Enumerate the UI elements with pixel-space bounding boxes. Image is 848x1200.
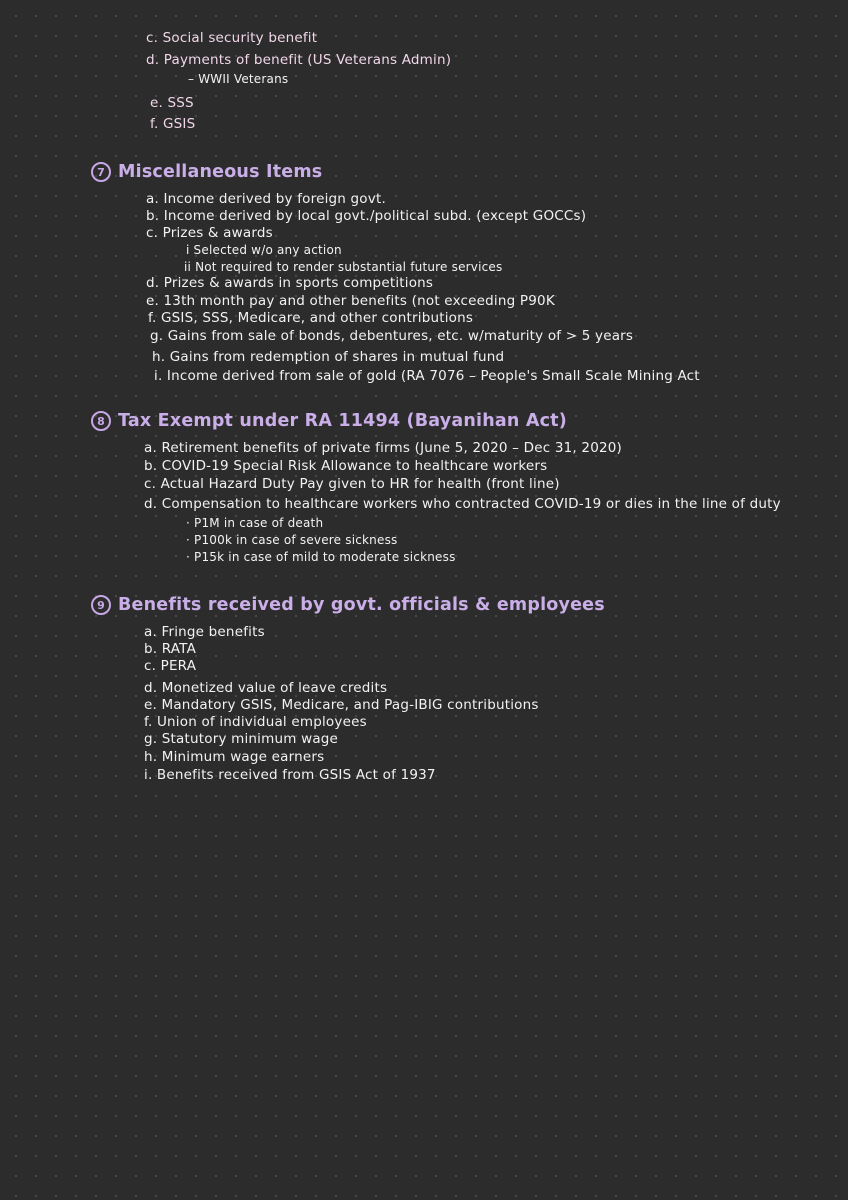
section-title: Miscellaneous Items (118, 162, 323, 182)
list-item: c. Social security benefit (146, 30, 318, 46)
list-item: h. Minimum wage earners (144, 749, 325, 765)
list-item: b. Income derived by local govt./political subd. (except GOCCs) (146, 208, 587, 224)
list-item: d. Monetized value of leave credits (144, 680, 388, 696)
section-heading-9 (91, 595, 605, 615)
list-item: g. Statutory minimum wage (144, 731, 339, 747)
list-item: c. Prizes & awards (146, 225, 273, 241)
list-item: e. SSS (150, 95, 194, 111)
list-item: b. COVID-19 Special Risk Allowance to healthcare workers (144, 458, 548, 474)
list-item: a. Income derived by foreign govt. (146, 191, 386, 207)
list-item: h. Gains from redemption of shares in mutual fund (152, 349, 505, 365)
list-item: f. GSIS, SSS, Medicare, and other contributions (148, 310, 474, 326)
section-heading-8 (91, 411, 567, 431)
list-item: f. GSIS (150, 116, 196, 132)
list-item: · P100k in case of severe sickness (186, 533, 398, 547)
list-item: c. PERA (144, 658, 197, 674)
section-heading-7 (91, 162, 322, 182)
section-title: Benefits received by govt. officials & employees (118, 595, 605, 615)
section-number-badge: 9 (91, 595, 111, 615)
list-item: i Selected w/o any action (186, 243, 342, 257)
list-item: i. Benefits received from GSIS Act of 1937 (144, 767, 436, 783)
list-item: d. Compensation to healthcare workers who contracted COVID-19 or dies in the line of duty (144, 496, 781, 512)
list-item: f. Union of individual employees (144, 714, 367, 730)
list-item: e. 13th month pay and other benefits (not exceeding P90K (146, 293, 555, 309)
list-item: b. RATA (144, 641, 197, 657)
list-item: · P15k in case of mild to moderate sickness (186, 550, 456, 564)
section-number-badge: 8 (91, 411, 111, 431)
list-item: i. Income derived from sale of gold (RA 7076 – People's Small Scale Mining Act (154, 368, 700, 384)
list-item: d. Payments of benefit (US Veterans Admin) (146, 52, 452, 68)
section-number-badge: 7 (91, 162, 111, 182)
section-title: Tax Exempt under RA 11494 (Bayanihan Act) (118, 411, 567, 431)
list-item: e. Mandatory GSIS, Medicare, and Pag-IBIG contributions (144, 697, 539, 713)
list-item: ii Not required to render substantial future services (184, 260, 503, 274)
list-item: a. Retirement benefits of private firms (June 5, 2020 – Dec 31, 2020) (144, 440, 623, 456)
list-item: · P1M in case of death (186, 516, 324, 530)
list-item: c. Actual Hazard Duty Pay given to HR for health (front line) (144, 476, 560, 492)
list-item: a. Fringe benefits (144, 624, 265, 640)
list-item: – WWII Veterans (188, 72, 289, 86)
list-item: d. Prizes & awards in sports competitions (146, 275, 434, 291)
list-item: g. Gains from sale of bonds, debentures, etc. w/maturity of > 5 years (150, 328, 634, 344)
